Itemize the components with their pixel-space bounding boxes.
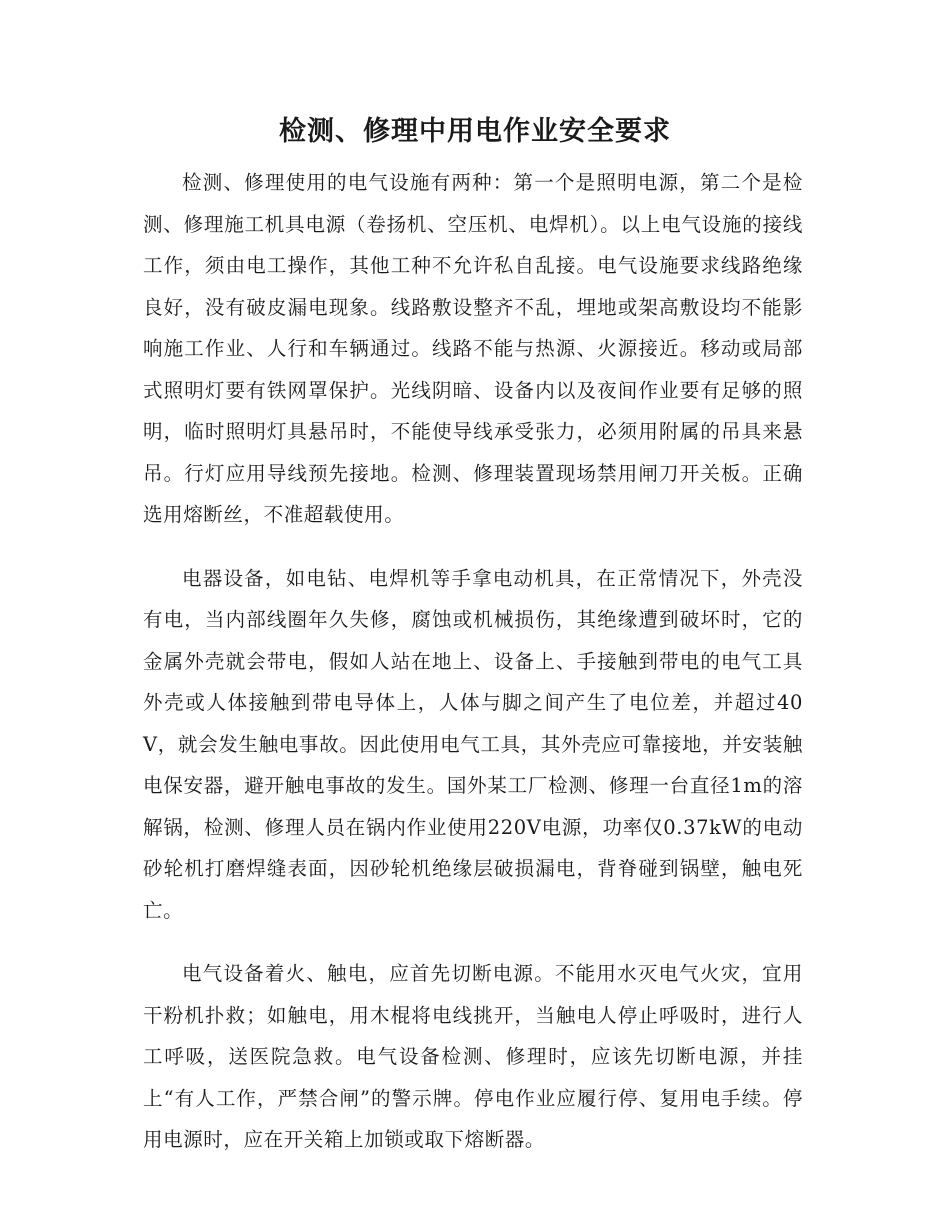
document-body [143,162,803,1183]
paragraph-electrical-facilities: 检测、修理使用的电气设施有两种：第一个是照明电源，第二个是检测、修理施工机具电源（卷扬机、空压机、电焊机）。以上电气设施的接线工作，须由电工操作，其他工种不允许私自乱接。电气设施要求线路绝缘良好，没有破皮漏电现象。线路敷设整齐不乱，埋地或架高敷设均不能影响施工作业、人行和车辆通过。线路不能与热源、火源接近。移动或局部式照明灯要有铁网罩保护。光线阴暗、设备内以及夜间作业要有足够的照明，临时照明灯具悬吊时，不能使导线承受张力，必须用附属的吊具来悬吊。行灯应用导线预先接地。检测、修理装置现场禁用闸刀开关板。正确选用熔断丝，不准超载使用。 [143,171,803,526]
paragraph-electric-tools-grounding: 电器设备，如电钻、电焊机等手拿电动机具，在正常情况下，外壳没有电，当内部线圈年久失修，腐蚀或机械损伤，其绝缘遭到破坏时，它的金属外壳就会带电，假如人站在地上、设备上、手接触到带电的电气工具外壳或人体接触到带电导体上，人体与脚之间产生了电位差，并超过40V，就会发生触电事故。因此使用电气工具，其外壳应可靠接地，并安装触电保安器，避开触电事故的发生。国外某工厂检测、修理一台直径1m的溶解锅，检测、修理人员在锅内作业使用220V电源，功率仅0.37kW的电动砂轮机打磨焊缝表面，因砂轮机绝缘层破损漏电，背脊碰到锅壁，触电死亡。 [143,566,803,922]
document-title: 检测、修理中用电作业安全要求 [279,116,671,147]
paragraph-fire-and-shock-response: 电气设备着火、触电，应首先切断电源。不能用水灭电气火灾，宜用干粉机扑救；如触电，用木棍将电线挑开，当触电人停止呼吸时，进行人工呼吸，送医院急救。电气设备检测、修理时，应该先切断电源，并挂上“有人工作，严禁合闸”的警示牌。停电作业应履行停、复用电手续。停用电源时，应在开关箱上加锁或取下熔断器。 [143,962,803,1151]
